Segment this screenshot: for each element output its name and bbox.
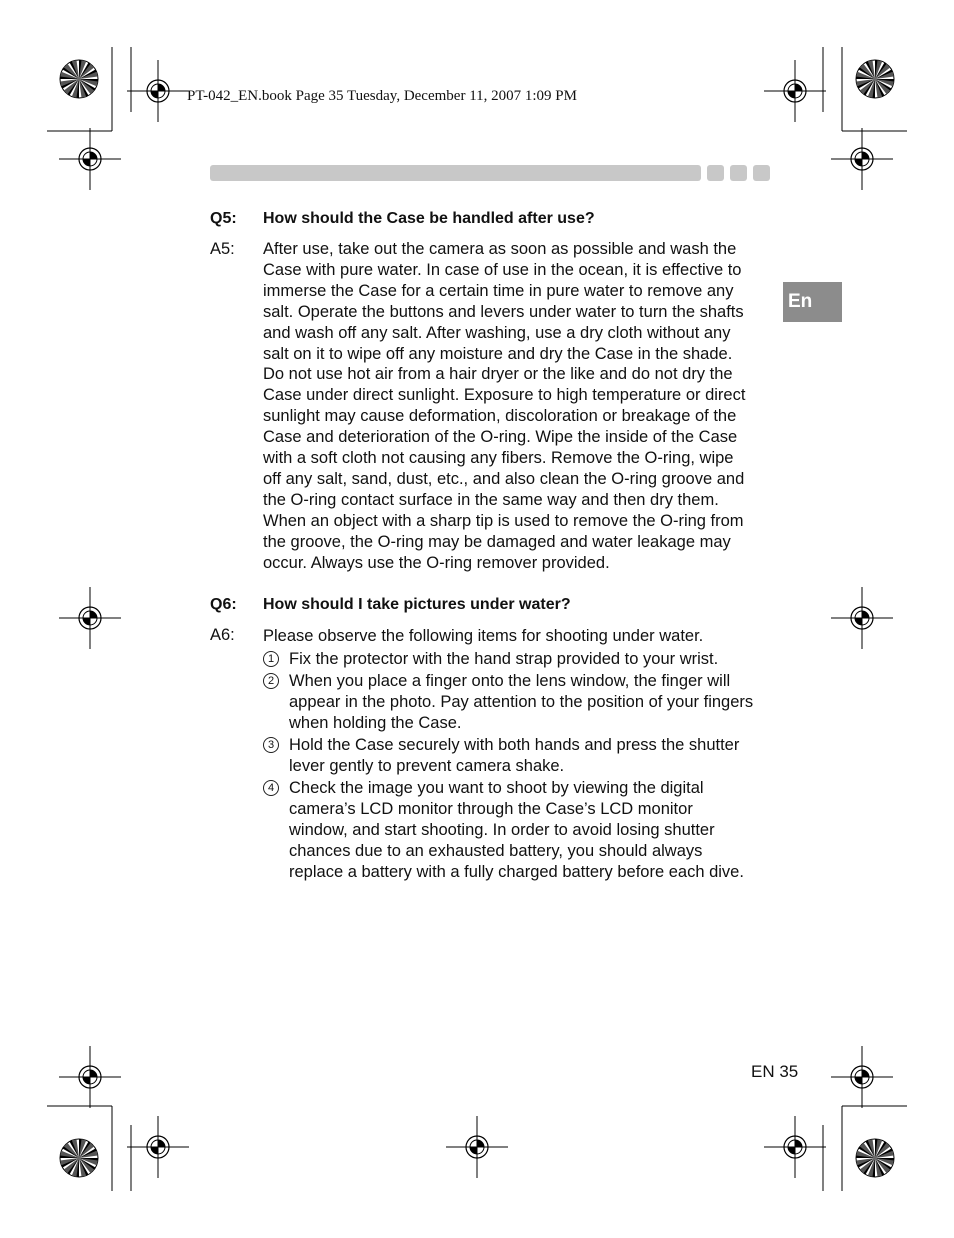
answer-paragraph: After use, take out the camera as soon as possible and wash the Case with pure water. In case of use in the ocean, it is effective to immerse the Case for a certain time in pure water to remove any salt. Operate the buttons and levers under water to turn the shafts and wash off any salt. After washing, use a dry cloth without any salt on it to wipe off any moisture and dry the Case in the shade. Do not use hot air from a hair dryer or the like and do not dry the Case under direct sunlight. Exposure to high temperature or direct sunlight may cause deformation, discoloration or breakage of the Case and deterioration of the O-ring. Wipe the inside of the Case with a soft cloth not causing any fibers. Remove the O-ring, wipe off any salt, sand, dust, etc., and also clean the O-ring groove and the O-ring contact surface in the same way and then dry them. When an object with a sharp tip is used to remove the O-ring from the groove, the O-ring may be damaged and water leakage may occur. Always use the O-ring remover provided.	[263, 240, 746, 572]
header-gray-square	[730, 165, 747, 181]
circled-number: 3	[263, 737, 279, 753]
circled-number: 1	[263, 651, 279, 667]
answer-label: A5:	[210, 240, 235, 258]
question-text: How should I take pictures under water?	[263, 596, 571, 613]
book-header-info: PT-042_EN.book Page 35 Tuesday, December 11, 2007 1:09 PM	[187, 88, 577, 104]
list-item: 4 Check the image you want to shoot by viewing the digital camera’s LCD monitor through the Case’s LCD monitor window, and start shooting. In order to avoid losing shutter chances due to an exhausted battery, you should always replace a battery with a fully charged battery before each dive.	[263, 778, 744, 883]
answer-intro: Please observe the following items for shooting under water.	[263, 627, 704, 645]
header-gray-square	[753, 165, 770, 181]
list-item: 3 Hold the Case securely with both hands and press the shutter lever gently to prevent camera shake.	[263, 735, 739, 777]
page-number: EN 35	[751, 1062, 799, 1081]
list-item: 1 Fix the protector with the hand strap provided to your wrist.	[263, 649, 718, 670]
question-label: Q6:	[210, 596, 237, 613]
list-item: 2 When you place a finger onto the lens window, the finger will appear in the photo. Pay attention to the position of your fingers when holding the Case.	[263, 671, 753, 734]
question-text: How should the Case be handled after use?	[263, 210, 595, 227]
circled-number: 2	[263, 673, 279, 689]
header-gray-square	[707, 165, 724, 181]
language-tab: En	[783, 282, 842, 322]
circled-number: 4	[263, 780, 279, 796]
header-gray-bar	[210, 165, 701, 181]
question-label: Q5:	[210, 210, 237, 227]
answer-label: A6:	[210, 626, 235, 644]
